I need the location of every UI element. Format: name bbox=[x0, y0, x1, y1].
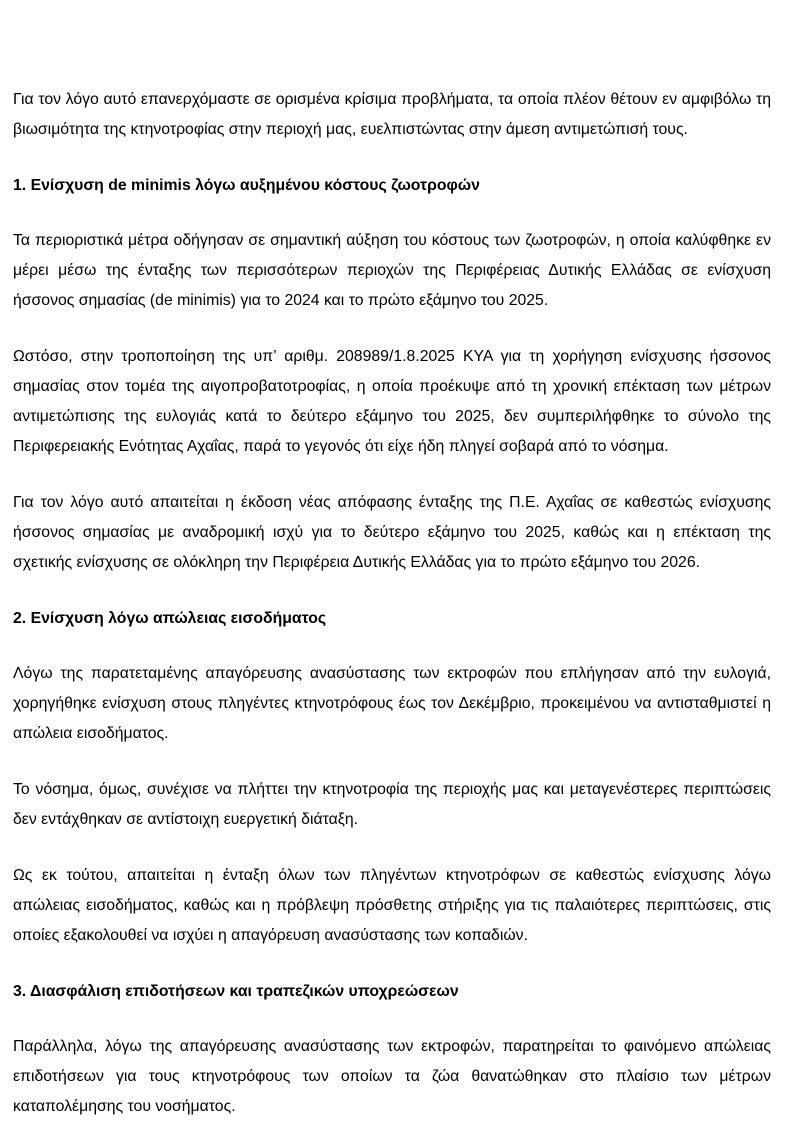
section-2-paragraph-3: Ως εκ τούτου, απαιτείται η ένταξη όλων των πληγέντων κτηνοτρόφων σε καθεστώς ενίσχυσης λόγω απώλειας εισοδήματος, καθώς και η πρόβλεψη πρόσθετης στήριξης για τις παλαιότερες περιπτώσεις, στις οποίες εξακολουθεί να ισχύει η απαγόρευση ανασύστασης των κοπαδιών. bbox=[13, 867, 771, 944]
section-1-heading: 1. Ενίσχυση de minimis λόγω αυξημένου κόστους ζωοτροφών bbox=[13, 177, 480, 194]
section-2-paragraph-1: Λόγω της παρατεταμένης απαγόρευσης ανασύστασης των εκτροφών που επλήγησαν από την ευλογιά, χορηγήθηκε ενίσχυση στους πληγέντες κτηνοτρόφους έως τον Δεκέμβριο, προκειμένου να αντισταθμιστεί η απώλεια εισοδήματος. bbox=[13, 665, 771, 742]
section-2-paragraph-2: Το νόσημα, όμως, συνέχισε να πλήττει την κτηνοτροφία της περιοχής μας και μεταγενέστερες περιπτώσεις δεν εντάχθηκαν σε αντίστοιχη ευεργετική διάταξη. bbox=[13, 781, 771, 828]
section-3-paragraph-1: Παράλληλα, λόγω της απαγόρευσης ανασύστασης των εκτροφών, παρατηρείται το φαινόμενο απώλειας επιδοτήσεων για τους κτηνοτρόφους των οποίων τα ζώα θανατώθηκαν στο πλαίσιο των μέτρων καταπολέμησης του νοσήματος. bbox=[13, 1038, 771, 1115]
section-2-heading: 2. Ενίσχυση λόγω απώλειας εισοδήματος bbox=[13, 610, 327, 627]
intro-paragraph: Για τον λόγο αυτό επανερχόμαστε σε ορισμένα κρίσιμα προβλήματα, τα οποία πλέον θέτουν εν αμφιβόλω τη βιωσιμότητα της κτηνοτροφίας στην περιοχή μας, ευελπιστώντας στην άμεση αντιμετώπισή τους. bbox=[13, 91, 771, 138]
section-3-heading: 3. Διασφάλιση επιδοτήσεων και τραπεζικών υποχρεώσεων bbox=[13, 983, 459, 1000]
section-1-paragraph-3: Για τον λόγο αυτό απαιτείται η έκδοση νέας απόφασης ένταξης της Π.Ε. Αχαΐας σε καθεστώς ενίσχυσης ήσσονος σημασίας με αναδρομική ισχύ για το δεύτερο εξάμηνο του 2025, καθώς και η επέκταση της σχετικής ενίσχυσης σε ολόκληρη την Περιφέρεια Δυτικής Ελλάδας για το πρώτο εξάμηνο του 2026. bbox=[13, 494, 771, 571]
section-1-paragraph-2: Ωστόσο, στην τροποποίηση της υπ’ αριθμ. 208989/1.8.2025 ΚΥΑ για τη χορήγηση ενίσχυσης ήσσονος σημασίας στον τομέα της αιγοπροβατοτροφίας, η οποία προέκυψε από τη χρονική επέκταση των μέτρων αντιμετώπισης της ευλογιάς κατά το δεύτερο εξάμηνο του 2025, δεν συμπεριλήφθηκε το σύνολο της Περιφερειακής Ενότητας Αχαΐας, παρά το γεγονός ότι είχε ήδη πληγεί σοβαρά από το νόσημα. bbox=[13, 348, 771, 455]
document-body bbox=[13, 85, 771, 1148]
section-1-paragraph-1: Τα περιοριστικά μέτρα οδήγησαν σε σημαντική αύξηση του κόστους των ζωοτροφών, η οποία καλύφθηκε εν μέρει μέσω της ένταξης των περισσότερων περιοχών της Περιφέρειας Δυτικής Ελλάδας σε ενίσχυση ήσσονος σημασίας (de minimis) για το 2024 και το πρώτο εξάμηνο του 2025. bbox=[13, 232, 771, 309]
